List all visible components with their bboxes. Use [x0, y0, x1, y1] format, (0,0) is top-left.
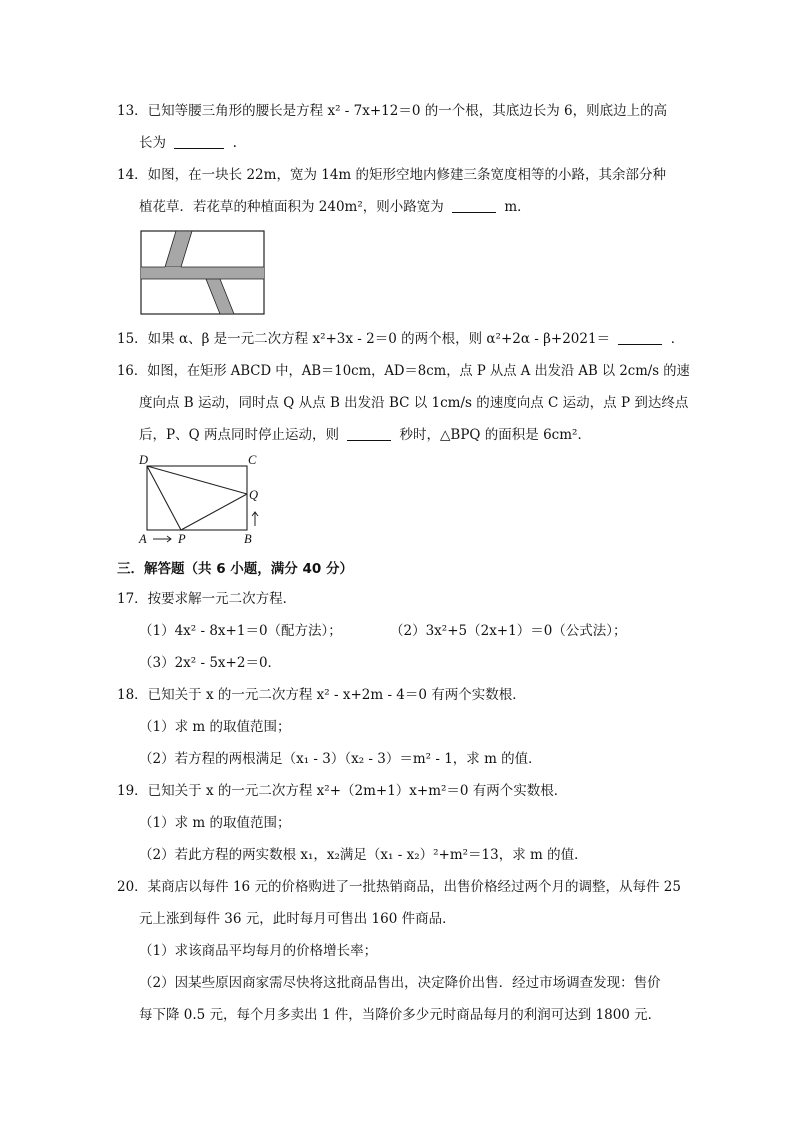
- q20-part1: （1）求该商品平均每月的价格增长率；: [139, 943, 378, 959]
- label-b: B: [244, 532, 252, 546]
- q13-line1: 13．已知等腰三角形的腰长是方程 x² - 7x+12＝0 的一个根，其底边长为 6，则底边上的高: [117, 103, 668, 119]
- q16-text-a: 后，P、Q 两点同时停止运动，则: [139, 427, 339, 443]
- answer-blank: [618, 330, 662, 345]
- q15-text-a: 15．如果 α、β 是一元二次方程 x²+3x - 2＝0 的两个根，则 α²+2α - β+2021＝: [117, 331, 611, 347]
- answer-blank: [452, 198, 496, 213]
- q20-part2-cont: 每下降 0.5 元，每个月多卖出 1 件，当降价多少元时商品每月的利润可达到 1800 元．: [139, 1007, 662, 1023]
- q16-rectangle-figure: [135, 452, 275, 548]
- q14-text-a: 植花草．若花草的种植面积为 240m²，则小路宽为: [139, 199, 444, 215]
- q17-part3: （3）2x² - 5x+2＝0．: [139, 655, 282, 671]
- q16-line3: [139, 425, 591, 445]
- q20-line2: 元上涨到每件 36 元，此时每月可售出 160 件商品．: [139, 911, 456, 927]
- q14-line2: [139, 197, 531, 217]
- q13-text-a: 长为: [139, 135, 166, 151]
- q14-text-b: m．: [504, 199, 531, 215]
- arrow-up-icon: [252, 512, 258, 526]
- q19-part1: （1）求 m 的取值范围；: [139, 815, 291, 831]
- rectangle-abcd: [147, 466, 247, 530]
- q20-line1: 20．某商店以每件 16 元的价格购进了一批热销商品，出售价格经过两个月的调整，从每件 25: [117, 879, 681, 895]
- q19-title: 19．已知关于 x 的一元二次方程 x²+（2m+1）x+m²＝0 有两个实数根．: [117, 783, 568, 799]
- label-p: P: [178, 532, 186, 546]
- q15-text-b: ．: [670, 331, 685, 347]
- answer-blank: [347, 426, 391, 441]
- q20-part2: （2）因某些原因商家需尽快将这批商品售出，决定降价出售．经过市场调查发现：售价: [139, 975, 661, 991]
- segment-dp: [147, 466, 181, 530]
- q17-part1: （1）4x² - 8x+1＝0（配方法）；: [139, 623, 342, 639]
- q13-line2: [139, 133, 237, 153]
- q18-part2: （2）若方程的两根满足（x₁ - 3）（x₂ - 3）＝m² - 1，求 m 的值．: [139, 751, 542, 767]
- q16-line2: 度向点 B 运动，同时点 Q 从点 B 出发沿 BC 以 1cm/s 的速度向点 C 运动，点 P 到达终点: [139, 395, 689, 411]
- answer-blank: [174, 134, 224, 149]
- q19-part2: （2）若此方程的两实数根 x₁，x₂满足（x₁ - x₂）²+m²＝13，求 m 的值．: [139, 847, 588, 863]
- q18-part1: （1）求 m 的取值范围；: [139, 719, 291, 735]
- q17-part2: （2）3x²+5（2x+1）＝0（公式法）；: [390, 623, 627, 639]
- label-c: C: [248, 453, 257, 467]
- segment-pq: [181, 494, 247, 530]
- q16-text-b: 秒时，△BPQ 的面积是 6cm²．: [399, 427, 591, 443]
- arrow-right-icon: [153, 536, 171, 542]
- label-q: Q: [249, 488, 259, 502]
- path-horizontal: [141, 267, 264, 279]
- q15-line1: [117, 329, 684, 349]
- q14-line1: 14．如图，在一块长 22m，宽为 14m 的矩形空地内修建三条宽度相等的小路，其余部分种: [117, 167, 667, 183]
- q17-title: 17．按要求解一元二次方程．: [117, 591, 297, 607]
- label-d: D: [139, 453, 149, 467]
- q14-garden-figure: [140, 230, 266, 316]
- q18-title: 18．已知关于 x 的一元二次方程 x² - x+2m - 4＝0 有两个实数根．: [117, 687, 526, 703]
- q13-text-b: .: [232, 135, 237, 151]
- section-heading: 三．解答题（共 6 小题，满分 40 分）: [117, 561, 353, 577]
- label-a: A: [139, 532, 147, 546]
- segment-dq: [147, 466, 247, 494]
- q16-line1: 16．如图，在矩形 ABCD 中，AB＝10cm，AD＝8cm，点 P 从点 A 出发沿 AB 以 2cm/s 的速: [117, 363, 690, 379]
